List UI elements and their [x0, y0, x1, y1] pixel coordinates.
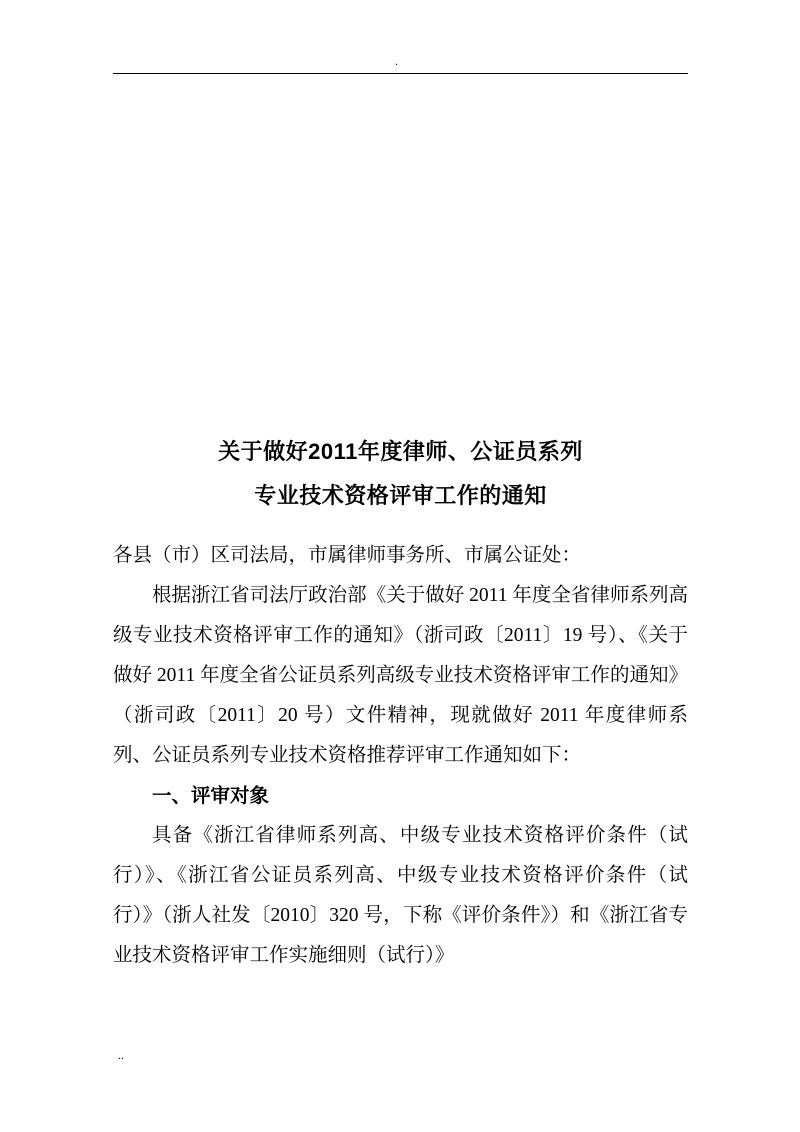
- section-heading-1: 一、评审对象: [152, 785, 270, 807]
- body-text-block: [113, 536, 688, 976]
- document-body: [113, 430, 688, 976]
- page-title-line-1: 关于做好2011年度律师、公证员系列: [218, 439, 583, 464]
- paragraph-2: 具备《浙江省律师系列高、中级专业技术资格评价条件（试行）》、《浙江省公证员系列高、中级专业技术资格评价条件（试行）》（浙人社发〔2010〕320 号，下称《评价条件》）和《浙江省专业技术资格评审工作实施细则（试行）》: [113, 825, 688, 966]
- page-title-line-2: 专业技术资格评审工作的通知: [254, 483, 547, 508]
- page-title: [113, 430, 688, 518]
- header-divider: [113, 73, 688, 74]
- salutation-paragraph: 各县（市）区司法局，市属律师事务所、市属公证处：: [113, 545, 582, 566]
- footer-mark: ..: [118, 1048, 124, 1062]
- paragraph-1: 根据浙江省司法厅政治部《关于做好 2011 年度全省律师系列高级专业技术资格评审工作的通知》（浙司政〔2011〕19 号）、《关于做好 2011 年度全省公证员系列高级专业技术资格评审工作的通知》（浙司政〔2011〕20 号）文件精神，现就做好 2011 年度律师系列、公证员系列专业技术资格推荐评审工作通知如下：: [113, 585, 688, 766]
- header-mark: .: [395, 54, 398, 68]
